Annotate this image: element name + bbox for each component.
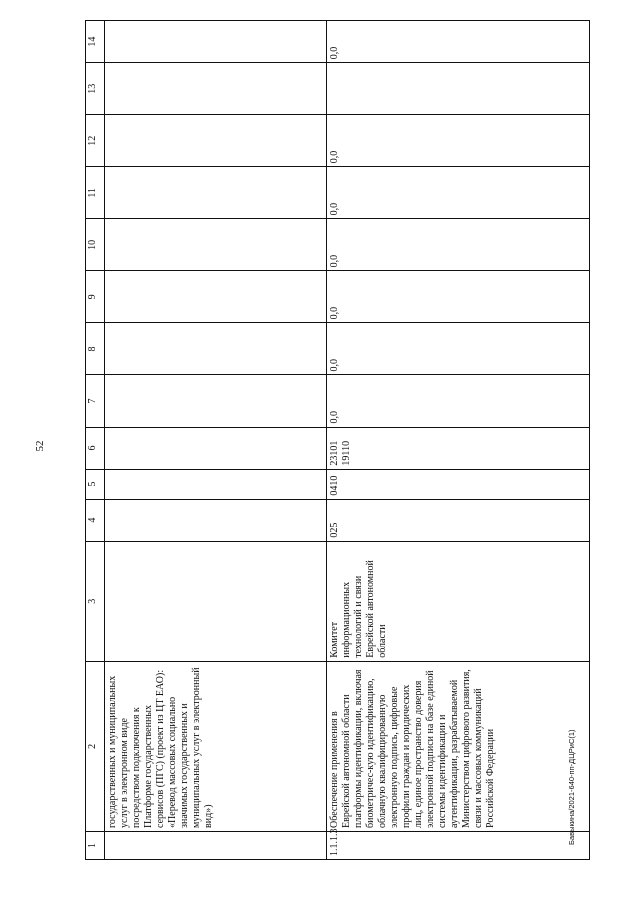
- col-header-7: 7: [86, 375, 105, 427]
- col-header-9: 9: [86, 271, 105, 323]
- cell-grbs: 025: [327, 499, 590, 541]
- document-code: Бавыкина/2021-640-пп-ДЦРиС(1): [567, 729, 576, 845]
- col-header-1: 1: [86, 831, 105, 859]
- col-header-13: 13: [86, 63, 105, 115]
- cell-value-13: [105, 63, 327, 115]
- budget-table: [85, 20, 590, 860]
- cell-value-9: [105, 271, 327, 323]
- cell-value-11: [105, 167, 327, 219]
- cell-value-12: [105, 115, 327, 167]
- cell-target: 23101 19110: [327, 427, 590, 469]
- cell-section: [105, 469, 327, 499]
- col-header-4: 4: [86, 499, 105, 541]
- cell-executor: [105, 541, 327, 661]
- cell-value-11: 0,0: [327, 167, 590, 219]
- cell-value-8: 0,0: [327, 323, 590, 375]
- cell-index: [105, 831, 327, 859]
- cell-description: Обеспечение применения в Еврейской автономной области платформы идентификации, включая биометричес-кую идентификацию, облачную квалифицированную электронную подпись, цифровые профили граждан и юридических лиц, единое пространство доверия электронной подписи на базе единой системы идентификации и аутентификации, разрабатываемой Министерством цифрового развития, связи и массовых коммуникаций Российской Федерации: [327, 661, 590, 831]
- cell-value-7: 0,0: [327, 375, 590, 427]
- header-row: [86, 21, 105, 860]
- col-header-2: 2: [86, 661, 105, 831]
- cell-value-14: [105, 21, 327, 63]
- cell-value-14: 0,0: [327, 21, 590, 63]
- col-header-3: 3: [86, 541, 105, 661]
- cell-value-10: 0,0: [327, 219, 590, 271]
- cell-description: государственных и муниципальных услуг в электронном виде посредством подключения к Платформе государственных сервисов (ПГС) (проект из ЦТ ЕАО): «Перевод массовых социально значимых государственных и муниципальных услуг в электронный вид»): [105, 661, 327, 831]
- cell-executor: Комитет информационных технологий и связи Еврейской автономной области: [327, 541, 590, 661]
- cell-value-13: [327, 63, 590, 115]
- cell-value-12: 0,0: [327, 115, 590, 167]
- col-header-5: 5: [86, 469, 105, 499]
- cell-target: [105, 427, 327, 469]
- table-row: [105, 21, 327, 860]
- cell-value-9: 0,0: [327, 271, 590, 323]
- page-number: 52: [34, 440, 46, 452]
- col-header-14: 14: [86, 21, 105, 63]
- cell-section: 0410: [327, 469, 590, 499]
- cell-value-8: [105, 323, 327, 375]
- col-header-12: 12: [86, 115, 105, 167]
- col-header-11: 11: [86, 167, 105, 219]
- cell-index: 1.1.1.3: [327, 831, 590, 859]
- budget-table-sheet: [85, 20, 590, 860]
- col-header-6: 6: [86, 427, 105, 469]
- col-header-8: 8: [86, 323, 105, 375]
- table-row: [327, 21, 590, 860]
- col-header-10: 10: [86, 219, 105, 271]
- cell-value-10: [105, 219, 327, 271]
- cell-value-7: [105, 375, 327, 427]
- cell-grbs: [105, 499, 327, 541]
